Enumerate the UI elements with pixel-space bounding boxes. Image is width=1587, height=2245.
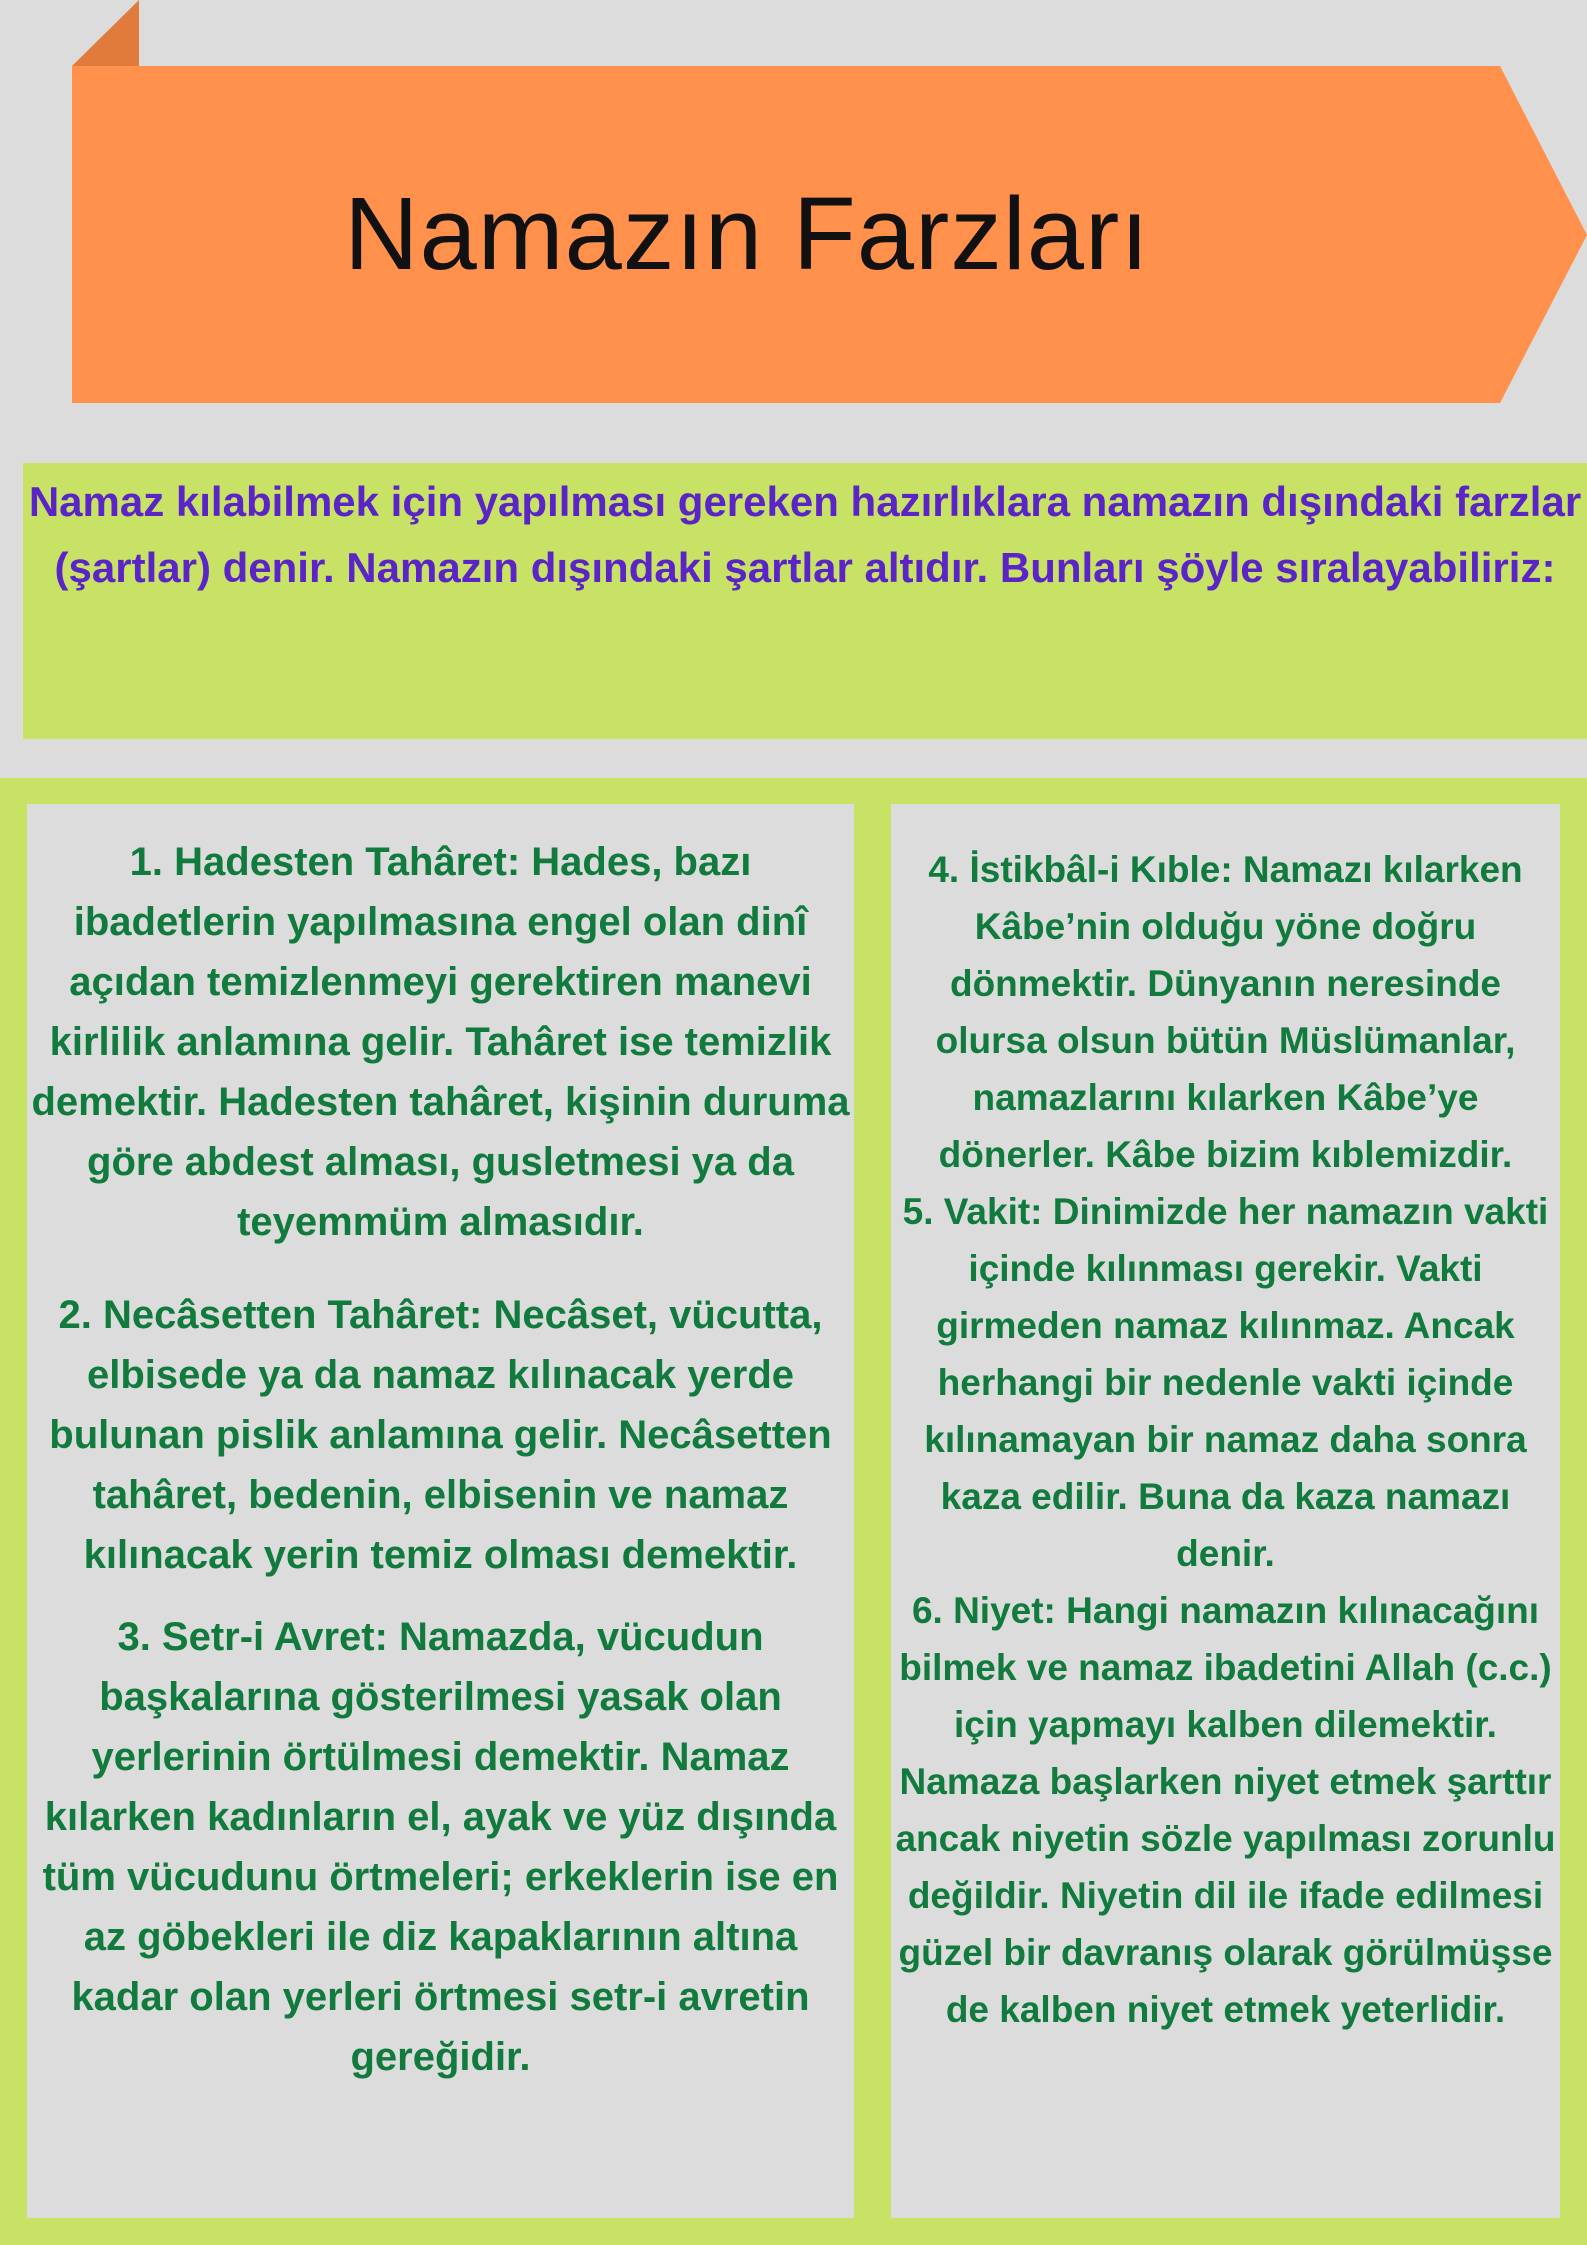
intro-text: Namaz kılabilmek için yapılması gereken hazırlıklara namazın dışındaki farzlar (şartlar) denir. Namazın dışındaki şartlar altıdır. Bunları şöyle sıralayabiliriz: bbox=[28, 478, 1582, 591]
right-column bbox=[891, 804, 1560, 2218]
item-vakit: 5. Vakit: Dinimizde her namazın vakti içinde kılınması gerekir. Vakti girmeden namaz kılınmaz. Ancak herhangi bir nedenle vakti içinde kılınamayan bir namaz daha sonra kaza edilir. Buna da kaza namazı denir. bbox=[902, 1191, 1549, 1574]
left-column bbox=[27, 804, 854, 2218]
content-panel bbox=[0, 778, 1587, 2245]
banner-fold bbox=[72, 0, 139, 66]
intro-box bbox=[23, 463, 1587, 739]
item-setr-i-avret: 3. Setr-i Avret: Namazda, vücudun başkalarına gösterilmesi yasak olan yerlerinin örtülmesi demektir. Namaz kılarken kadınların el, ayak ve yüz dışında tüm vücudunu örtmeleri; erkeklerin ise en az göbekleri ile diz kapaklarının altına kadar olan yerleri örtmesi setr-i avretin gereğidir. bbox=[42, 1615, 839, 2079]
item-hadesten-taharet: 1. Hadesten Tahâret: Hades, bazı ibadetlerin yapılmasına engel olan dinî açıdan temizlenmeyi gerektiren manevi kirlilik anlamına gelir. Tahâret ise temizlik demektir. Hadesten tahâret, kişinin duruma göre abdest alması, gusletmesi ya da teyemmüm almasıdır. bbox=[31, 840, 850, 1244]
page-title: Namazın Farzları bbox=[344, 176, 1150, 291]
item-niyet: 6. Niyet: Hangi namazın kılınacağını bilmek ve namaz ibadetini Allah (c.c.) için yapmayı kalben dilemektir. Namaza başlarken niyet etmek şarttır ancak niyetin sözle yapılması zorunlu değildir. Niyetin dil ile ifade edilmesi güzel bir davranış olarak görülmüşse de kalben niyet etmek yeterlidir. bbox=[895, 1590, 1556, 2030]
title-banner bbox=[0, 0, 1587, 410]
item-istikbal-i-kible: 4. İstikbâl-i Kıble: Namazı kılarken Kâbe’nin olduğu yöne doğru dönmektir. Dünyanın neresinde olursa olsun bütün Müslümanlar, namazlarını kılarken Kâbe’ye dönerler. Kâbe bizim kıblemizdir. bbox=[928, 849, 1523, 1175]
item-necasetten-taharet: 2. Necâsetten Tahâret: Necâset, vücutta, elbisede ya da namaz kılınacak yerde bulunan pislik anlamına gelir. Necâsetten tahâret, bedenin, elbisenin ve namaz kılınacak yerin temiz olması demektir. bbox=[49, 1293, 832, 1577]
